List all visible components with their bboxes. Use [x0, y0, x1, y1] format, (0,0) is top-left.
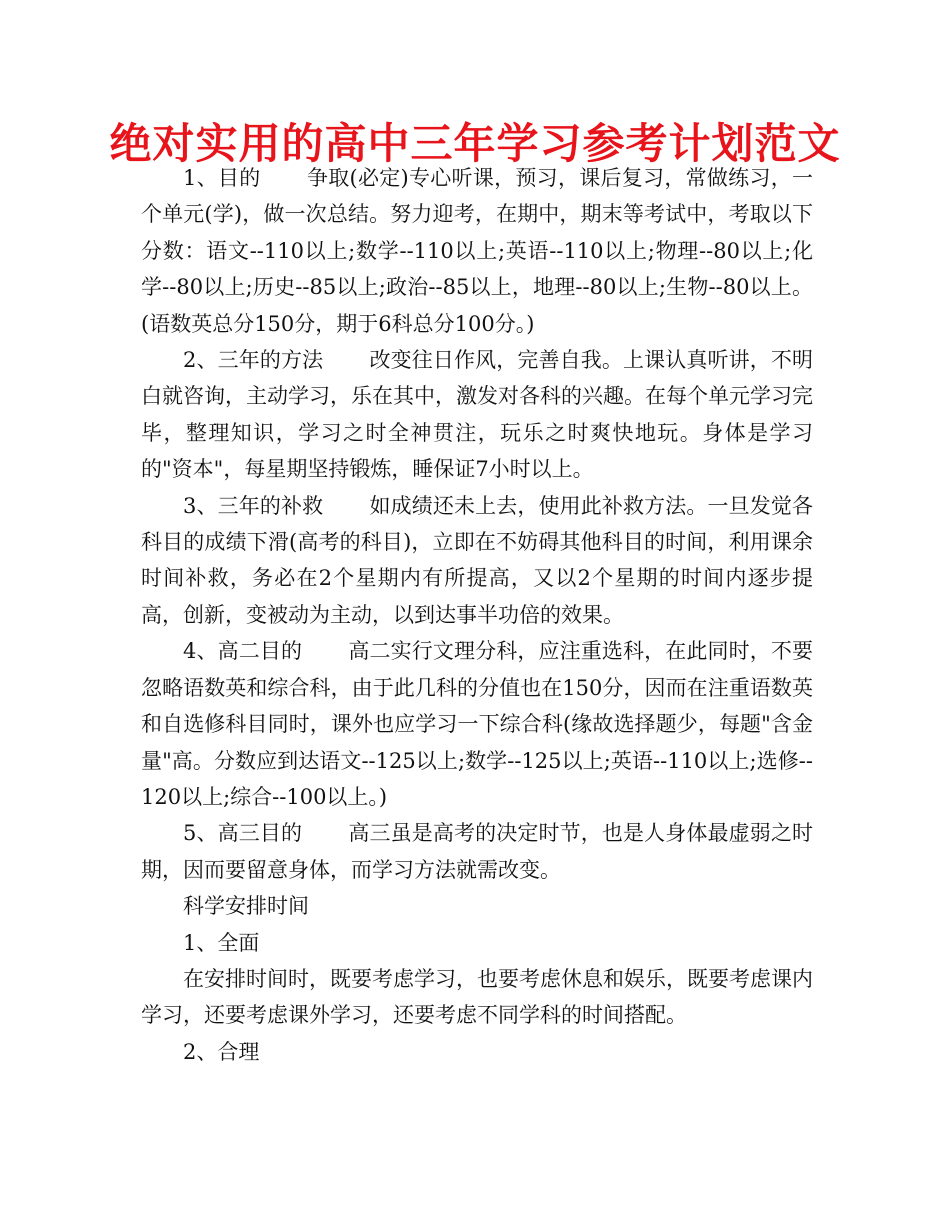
paragraph-heading: 5、高三目的: [183, 821, 303, 846]
paragraph-goal: [141, 160, 813, 342]
item-heading-comprehensive: 1、全面: [183, 930, 260, 955]
paragraph-grade-two: [141, 633, 813, 815]
paragraph-text: 如成绩还未上去，使用此补救方法。一旦发觉各科目的成绩下滑(高考的科目)，立即在不妨碍其他科目的时间，利用课余时间补救，务必在2个星期内有所提高，又以2个星期的时间内逐步提高，创新，变被动为主动，以到达事半功倍的效果。: [141, 493, 813, 627]
document-body: [141, 160, 813, 1070]
paragraph-heading: 3、三年的补救: [183, 493, 324, 518]
paragraph-heading: 1、目的: [183, 166, 261, 190]
item-heading-reasonable: 2、合理: [183, 1039, 260, 1064]
paragraph-text: 争取(必定)专心听课，预习，课后复习，常做练习，一个单元(学)，做一次总结。努力迎考，在期中，期末等考试中，考取以下分数：语文--110以上;数学--110以上;英语--110以上;物理--80以上;化学--80以上;历史--85以上;政治--85以上，地理--80以上;生物--80以上。(语数英总分150分，期于6科总分100分。): [141, 166, 813, 336]
item-text-comprehensive: 在安排时间时，既要考虑学习，也要考虑休息和娱乐，既要考虑课内学习，还要考虑课外学习，还要考虑不同学科的时间搭配。: [141, 966, 813, 1028]
document-title: 绝对实用的高中三年学习参考计划范文: [109, 119, 841, 168]
paragraph-text: 高三虽是高考的决定时节，也是人身体最虚弱之时期，因而要留意身体，而学习方法就需改变。: [141, 821, 813, 882]
paragraph-grade-three: [141, 815, 813, 888]
paragraph-text: 改变往日作风，完善自我。上课认真听讲，不明白就咨询，主动学习，乐在其中，激发对各科的兴趣。在每个单元学习完毕，整理知识，学习之时全神贯注，玩乐之时爽快地玩。身体是学习的"资本"，每星期坚持锻炼，睡保证7小时以上。: [141, 348, 813, 482]
paragraph-heading: 2、三年的方法: [183, 348, 324, 373]
section-subheading: 科学安排时间: [183, 894, 309, 919]
paragraph-heading: 4、高二目的: [183, 639, 303, 664]
paragraph-method: [141, 342, 813, 488]
paragraph-text: 高二实行文理分科，应注重选科，在此同时，不要忽略语数英和综合科，由于此几科的分值也在150分，因而在注重语数英和自选修科目同时，课外也应学习一下综合科(缘故选择题少，每题"含金量"高。分数应到达语文--125以上;数学--125以上;英语--110以上;选修--120以上;综合--100以上。): [141, 639, 813, 809]
paragraph-remedy: [141, 488, 813, 634]
